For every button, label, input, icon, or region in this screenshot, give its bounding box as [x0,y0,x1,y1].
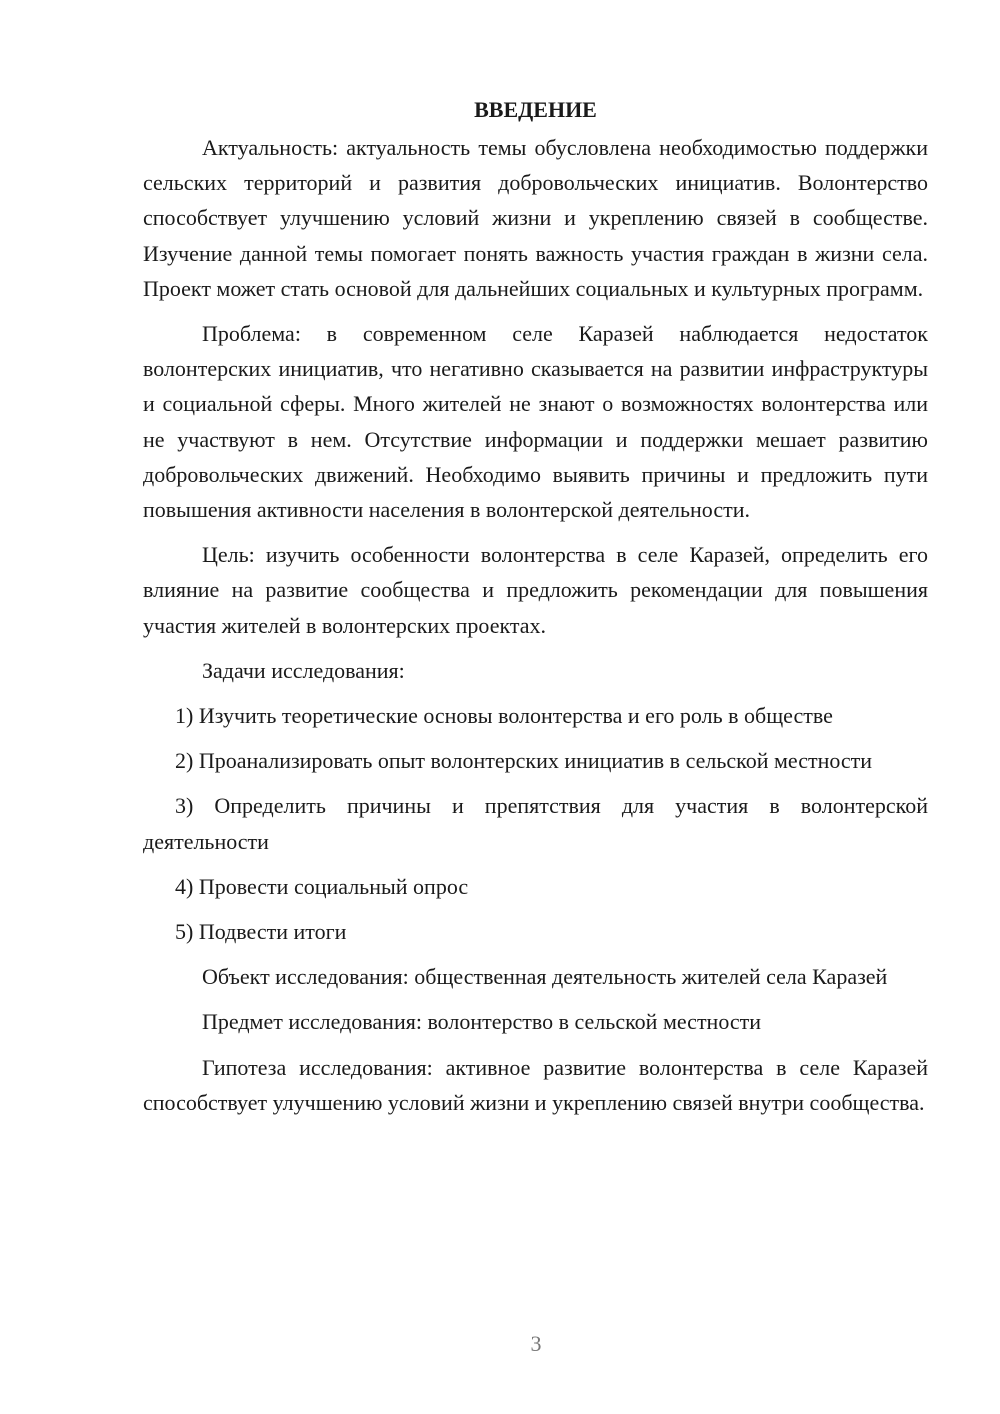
task-item-2: 2) Проанализировать опыт волонтерских инициатив в сельской местности [175,748,873,774]
section-title: ВВЕДЕНИЕ [474,97,597,122]
goal-paragraph: Цель: изучить особенности волонтерства в селе Каразей, определить его влияние на развитие сообщества и предложить рекомендации для повышения участия жителей в волонтерских проектах. [143,542,928,638]
document-page [143,92,928,1130]
tasks-heading: Задачи исследования: [202,657,405,683]
object-paragraph: Объект исследования: общественная деятельность жителей села Каразей [202,964,888,990]
task-item-5: 5) Подвести итоги [175,919,347,945]
subject-paragraph: Предмет исследования: волонтерство в сельской местности [202,1009,762,1035]
task-item-3: 3) Определить причины и препятствия для участия в волонтерской деятельности [143,793,928,854]
task-item-1: 1) Изучить теоретические основы волонтерства и его роль в обществе [175,703,833,729]
hypothesis-paragraph: Гипотеза исследования: активное развитие волонтерства в селе Каразей способствует улучшению условий жизни и укреплению связей внутри сообщества. [143,1054,928,1115]
page-number: 3 [530,1331,542,1356]
task-item-4: 4) Провести социальный опрос [175,873,469,899]
relevance-paragraph: Актуальность: актуальность темы обусловлена необходимостью поддержки сельских территорий и развития добровольческих инициатив. Волонтерство способствует улучшению условий жизни и укреплению связей в сообществе. Изучение данной темы помогает понять важность участия граждан в жизни села. Проект может стать основой для дальнейших социальных и культурных программ. [143,135,928,301]
problem-paragraph: Проблема: в современном селе Каразей наблюдается недостаток волонтерских инициатив, что негативно сказывается на развитии инфраструктуры и социальной сферы. Много жителей не знают о возможностях волонтерства или не участвуют в нем. Отсутствие информации и поддержки мешает развитию добровольческих движений. Необходимо выявить причины и предложить пути повышения активности населения в волонтерской деятельности. [143,321,928,523]
